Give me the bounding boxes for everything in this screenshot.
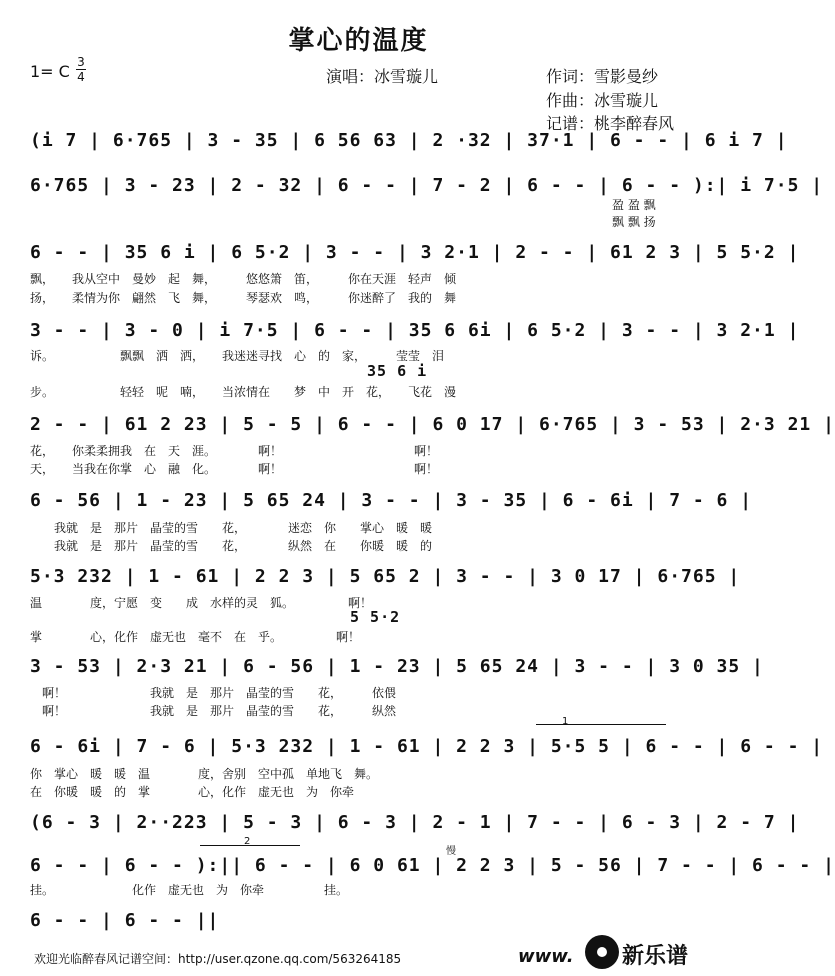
lyric-line: 你 掌心 暖 暖 温 度，舍别 空中孤 单地飞 舞。: [30, 767, 379, 781]
lyric-line: 飘， 我从空中 曼妙 起 舞， 悠悠箫 笛， 你在天涯 轻声 倾: [30, 272, 457, 286]
site-logo: 新乐谱: [622, 944, 689, 969]
lyric-line: 我就 是 那片 晶莹的雪 花， 纵然 在 你暖 暖 的: [30, 539, 433, 553]
lyricist-credit: 作词：雪影曼纱: [546, 67, 659, 86]
lyric-line: 挂。 化作 虚无也 为 你牵 挂。: [30, 883, 349, 897]
footer-text[interactable]: 欢迎光临醉春风记谱空间：http://user.qzone.qq.com/563264185: [34, 952, 402, 966]
lyric-line: 花， 你柔柔拥我 在 天 涯。 啊！ 啊！: [30, 444, 439, 458]
lyric-line: 飘 飘 扬: [612, 215, 656, 229]
notation-line: 6 - 6i | 7 - 6 | 5·3 232 | 1 - 61 | 2 2 3 | 5·5 5 | 6 - - | 6 - - |: [30, 736, 824, 757]
key-signature: 1= C: [30, 62, 70, 81]
lyric-line: 扬， 柔情为你 翩然 飞 舞， 琴瑟欢 鸣， 你迷醉了 我的 舞: [30, 291, 457, 305]
notation-line: 5·3 232 | 1 - 61 | 2 2 3 | 5 65 2 | 3 - - | 3 0 17 | 6·765 |: [30, 566, 741, 587]
notation-line: 3 - - | 3 - 0 | i 7·5 | 6 - - | 35 6 6i | 6 5·2 | 3 - - | 3 2·1 |: [30, 320, 800, 341]
lyric-line: 诉。 飘飘 洒 洒， 我迷迷寻找 心 的 家， 莹莹 泪: [30, 349, 445, 363]
notation-line: (i 7 | 6·765 | 3 - 35 | 6 56 63 | 2 ·32 | 37·1 | 6 - - | 6 i 7 |: [30, 130, 788, 151]
notation-line: 2 - - | 61 2 23 | 5 - 5 | 6 - - | 6 0 17 | 6·765 | 3 - 53 | 2·3 21 |: [30, 414, 835, 435]
slow-mark: 慢: [446, 846, 456, 857]
lyric-line: 啊！ 我就 是 那片 晶莹的雪 花， 依偎: [30, 686, 397, 700]
notation-line: (6 - 3 | 2··223 | 5 - 3 | 6 - 3 | 2 - 1 | 7 - - | 6 - 3 | 2 - 7 |: [30, 812, 800, 833]
time-signature: [76, 56, 86, 83]
notation-line: 6 - - | 35 6 i | 6 5·2 | 3 - - | 3 2·1 | 2 - - | 61 2 3 | 5 5·2 |: [30, 242, 800, 263]
singer-credit: 演唱：冰雪璇儿: [326, 67, 439, 86]
notation-line: 6·765 | 3 - 23 | 2 - 32 | 6 - - | 7 - 2 | 6 - - | 6 - - ):| i 7·5 |: [30, 175, 824, 196]
time-top: 3: [77, 55, 85, 69]
lyric-line: 温 度，宁愿 变 成 水样的灵 狐。 啊！: [30, 596, 373, 610]
notation-line: 35 6 i: [367, 362, 428, 380]
notation-line: 6 - - | 6 - - ):|| 6 - - | 6 0 61 | 2 2 3 | 5 - 56 | 7 - - | 6 - - |: [30, 855, 835, 876]
lyric-line: 啊！ 我就 是 那片 晶莹的雪 花， 纵然: [30, 704, 397, 718]
record-disc-icon: [585, 935, 619, 969]
lyric-line: 天， 当我在你掌 心 融 化。 啊！ 啊！: [30, 462, 439, 476]
page-title: 掌心的温度: [288, 26, 429, 56]
notation-line: 6 - 56 | 1 - 23 | 5 65 24 | 3 - - | 3 - 35 | 6 - 6i | 7 - 6 |: [30, 490, 753, 511]
lyric-line: 盈 盈 飘: [612, 198, 656, 212]
lyric-line: 步。 轻轻 呢 喃， 当浓情在 梦 中 开 花， 飞花 漫: [30, 385, 457, 399]
transcriber-credit: 记谱：桃李醉春风: [546, 114, 675, 133]
volta2-label: 2: [244, 836, 251, 847]
composer-credit: 作曲：冰雪璇儿: [546, 91, 659, 110]
volta1-label: 1: [562, 716, 569, 727]
footer-www: www.: [518, 946, 574, 967]
lyric-line: 在 你暖 暖 的 掌 心，化作 虚无也 为 你牵: [30, 785, 355, 799]
time-bottom: 4: [77, 70, 85, 84]
notation-line: 6 - - | 6 - - ||: [30, 910, 220, 931]
notation-line: 3 - 53 | 2·3 21 | 6 - 56 | 1 - 23 | 5 65 24 | 3 - - | 3 0 35 |: [30, 656, 764, 677]
notation-line: 5 5·2: [350, 608, 401, 626]
volta1-line: [536, 724, 666, 725]
lyric-line: 我就 是 那片 晶莹的雪 花， 迷恋 你 掌心 暖 暖: [30, 521, 433, 535]
lyric-line: 掌 心，化作 虚无也 毫不 在 乎。 啊！: [30, 630, 361, 644]
